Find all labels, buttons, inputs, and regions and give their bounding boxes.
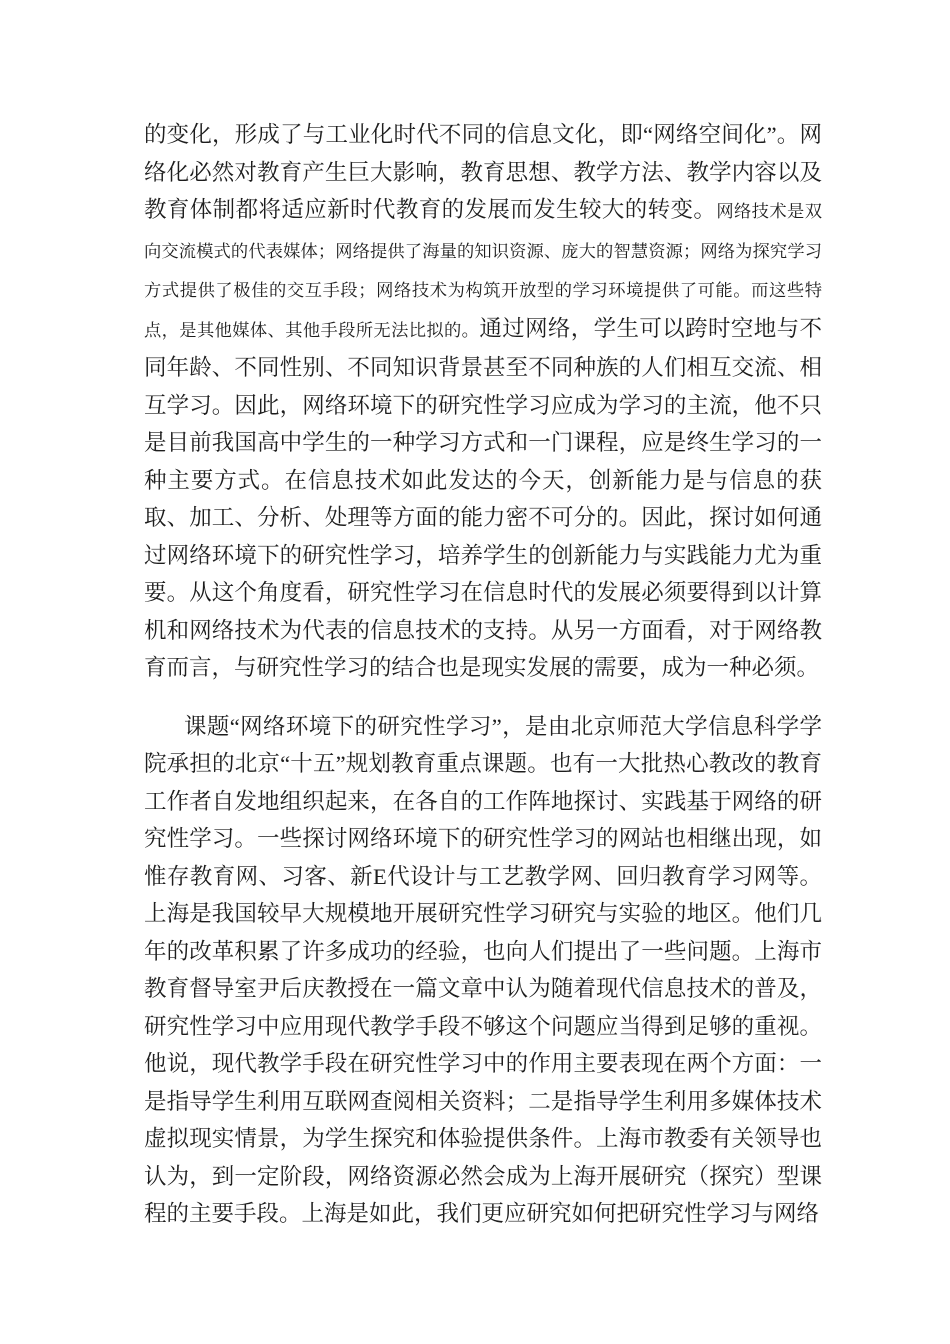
paragraph-continued-from-previous-page bbox=[144, 116, 822, 687]
para1-normal-text-end: 通过网络，学生可以跨时空地与不同年龄、不同性别、不同知识背景甚至不同种族的人们相互交流、相互学习。因此，网络环境下的研究性学习应成为学习的主流，他不只是目前我国高中学生的一种学习方式和一门课程，应是终生学习的一种主要方式。在信息技术如此发达的今天，创新能力是与信息的获取、加工、分析、处理等方面的能力密不可分的。因此，探讨如何通过网络环境下的研究性学习，培养学生的创新能力与实践能力尤为重要。从这个角度看，研究性学习在信息时代的发展必须要得到以计算机和网络技术为代表的信息技术的支持。从另一方面看，对于网络教育而言，与研究性学习的结合也是现实发展的需要，成为一种必须。 bbox=[144, 315, 822, 680]
para1-normal-text-start: 的变化，形成了与工业化时代不同的信息文化，即“网络空间化”。网络化必然对教育产生巨大影响，教育思想、教学方法、教学内容以及教育体制都将适应新时代教育的发展而发生较大的转变。 bbox=[144, 122, 822, 222]
paragraph-research-topic: 课题“网络环境下的研究性学习”，是由北京师范大学信息科学学院承担的北京“十五”规划教育重点课题。也有一大批热心教改的教育工作者自发地组织起来，在各自的工作阵地探讨、实践基于网络的研究性学习。一些探讨网络环境下的研究性学习的网站也相继出现，如惟存教育网、习客、新E代设计与工艺教学网、回归教育学习网等。上海是我国较早大规模地开展研究性学习研究与实验的地区。他们几年的改革积累了许多成功的经验，也向人们提出了一些问题。上海市教育督导室尹后庆教授在一篇文章中认为随着现代信息技术的普及，研究性学习中应用现代教学手段不够这个问题应当得到足够的重视。他说，现代教学手段在研究性学习中的作用主要表现在两个方面：一是指导学生利用互联网查阅相关资料；二是指导学生利用多媒体技术虚拟现实情景，为学生探究和体验提供条件。上海市教委有关领导也认为，到一定阶段，网络资源必然会成为上海开展研究（探究）型课程的主要手段。上海是如此，我们更应研究如何把研究性学习与网络 bbox=[144, 713, 822, 1226]
para1-small-font-passage: 网络技术是双向交流模式的代表媒体；网络提供了海量的知识资源、庞大的智慧资源；网络为探究学习方式提供了极佳的交互手段；网络技术为构筑开放型的学习环境提供了可能。而这些特点，是其他媒体、其他手段所无法比拟的。 bbox=[144, 202, 822, 340]
